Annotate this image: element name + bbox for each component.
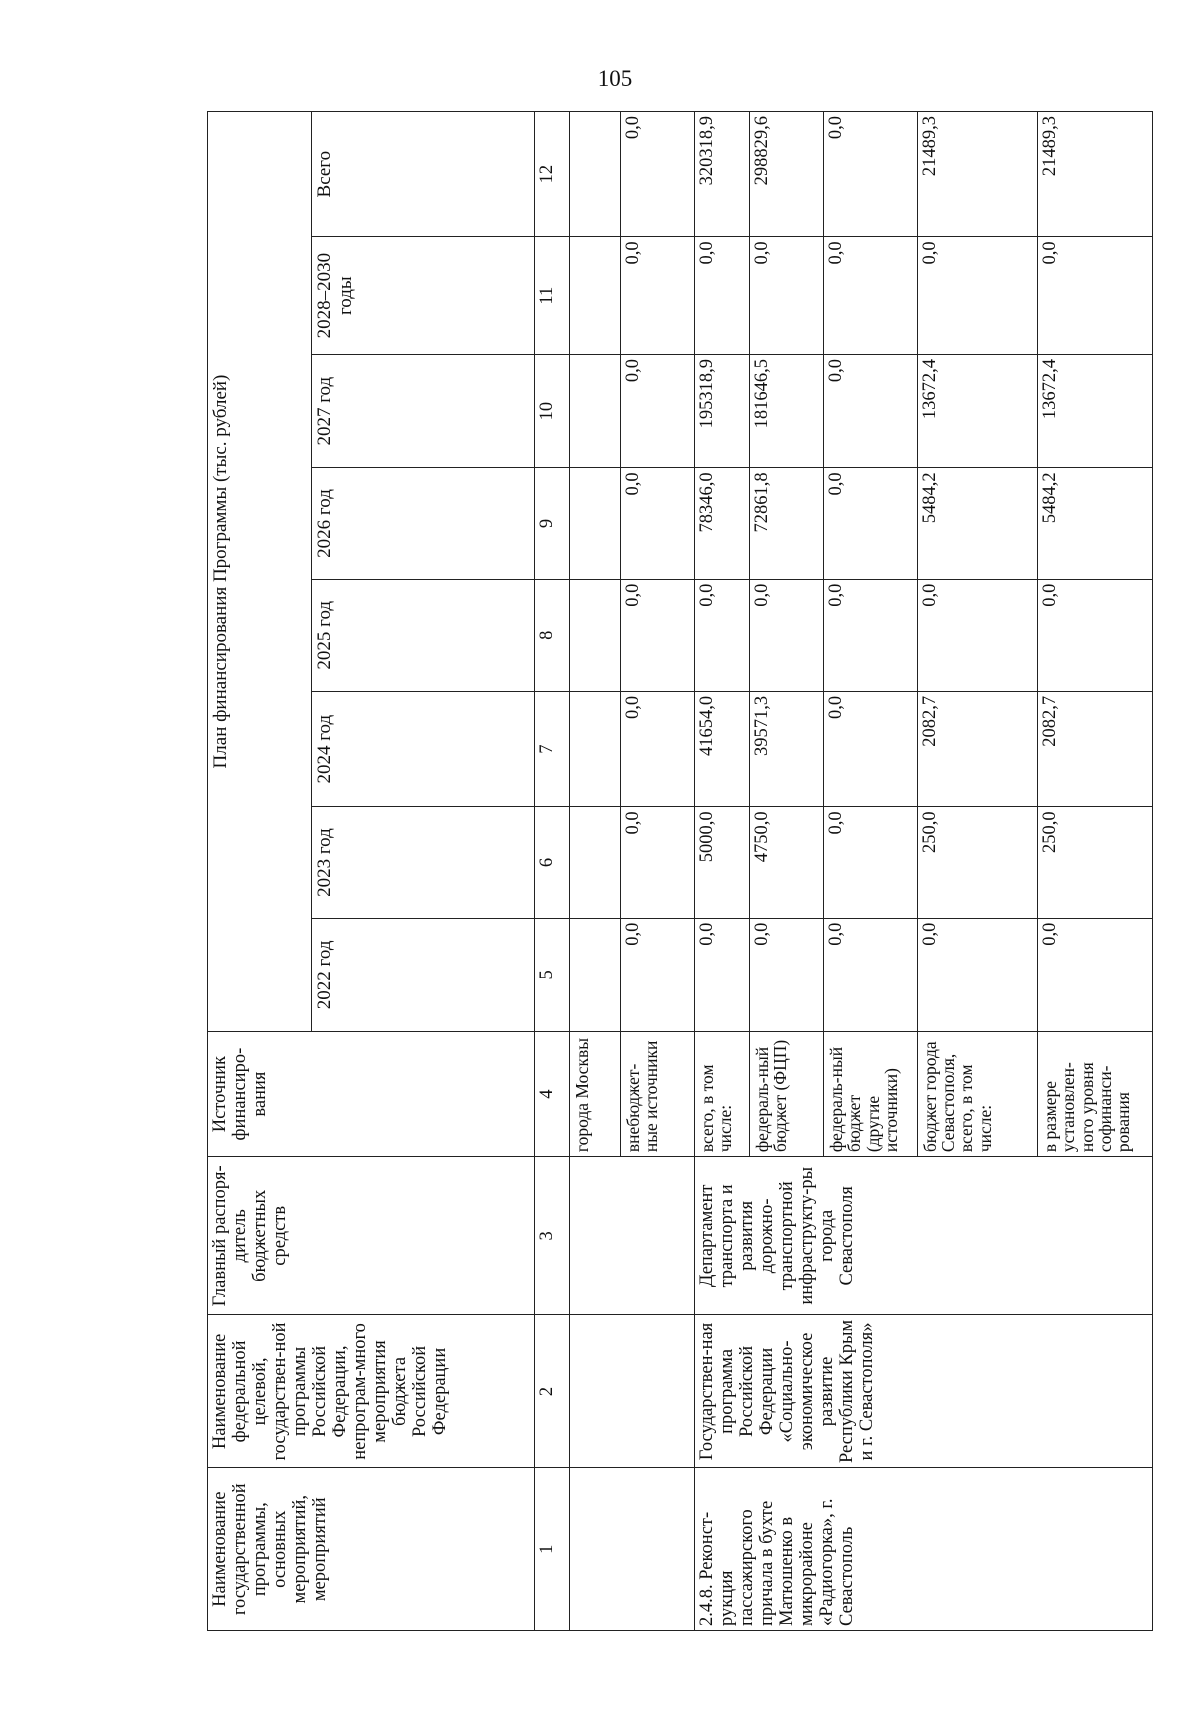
value-cell: 41654,0 (694, 691, 749, 807)
header-2023: 2023 год (312, 807, 535, 918)
value-cell (570, 807, 621, 918)
header-2026: 2026 год (312, 468, 535, 579)
header-col1: Наименование государственной программы, основных мероприятий, мероприятий (208, 1468, 535, 1631)
value-cell: 0,0 (823, 691, 917, 807)
header-2028-2030: 2028–2030 годы (312, 237, 535, 355)
value-cell: 0,0 (823, 112, 917, 237)
value-cell: 0,0 (1037, 579, 1152, 691)
value-cell: 0,0 (694, 237, 749, 355)
value-cell: 2082,7 (1037, 691, 1152, 807)
value-cell (570, 237, 621, 355)
value-cell: 78346,0 (694, 468, 749, 579)
value-cell: 0,0 (620, 691, 694, 807)
value-cell: 250,0 (917, 807, 1037, 918)
colnum: 3 (534, 1157, 569, 1315)
colnum: 6 (534, 807, 569, 918)
value-cell: 0,0 (917, 918, 1037, 1031)
value-cell: 320318,9 (694, 112, 749, 237)
value-cell: 0,0 (620, 579, 694, 691)
value-cell: 195318,9 (694, 354, 749, 467)
page-number: 105 (597, 66, 633, 91)
prev-measure-cell (570, 1468, 695, 1631)
program-name: Государствен-ная программа Российской Федерации «Социально-экономическое развитие Республики Крым и г. Севастополя» (694, 1315, 1152, 1468)
value-cell: 13672,4 (1037, 354, 1152, 467)
header-row-1 (208, 112, 312, 1631)
prev-executor-cell (570, 1157, 695, 1315)
value-cell: 0,0 (823, 579, 917, 691)
value-cell: 0,0 (1037, 237, 1152, 355)
value-cell: 298829,6 (749, 112, 823, 237)
value-cell: 0,0 (749, 579, 823, 691)
column-numbers-row (534, 112, 569, 1631)
header-2024: 2024 год (312, 691, 535, 807)
continuation-row (570, 112, 621, 1631)
value-cell: 21489,3 (917, 112, 1037, 237)
value-cell (570, 354, 621, 467)
colnum: 9 (534, 468, 569, 579)
source-cell: бюджет города Севастополя, всего, в том числе: (917, 1032, 1037, 1157)
value-cell: 181646,5 (749, 354, 823, 467)
header-2022: 2022 год (312, 918, 535, 1031)
value-cell: 2082,7 (917, 691, 1037, 807)
colnum: 12 (534, 112, 569, 237)
value-cell: 0,0 (620, 468, 694, 579)
prev-program-cell (570, 1315, 695, 1468)
value-cell: 0,0 (620, 807, 694, 918)
source-cell: федераль-ный бюджет (другие источники) (823, 1032, 917, 1157)
value-cell: 0,0 (749, 918, 823, 1031)
value-cell: 0,0 (694, 579, 749, 691)
header-col3: Главный распоря-дитель бюджетных средств (208, 1157, 535, 1315)
source-cell: внебюджет-ные источники (620, 1032, 694, 1157)
header-col4: Источник финансиро-вания (208, 1032, 535, 1157)
table-row (694, 112, 749, 1631)
value-cell: 13672,4 (917, 354, 1037, 467)
value-cell: 0,0 (823, 237, 917, 355)
header-plan: План финансирования Программы (тыс. рублей) (208, 112, 312, 1032)
value-cell (570, 918, 621, 1031)
value-cell: 0,0 (823, 807, 917, 918)
colnum: 11 (534, 237, 569, 355)
value-cell: 0,0 (620, 237, 694, 355)
value-cell: 0,0 (620, 112, 694, 237)
colnum: 2 (534, 1315, 569, 1468)
financing-table (207, 111, 1153, 1631)
value-cell: 39571,3 (749, 691, 823, 807)
measure-name: 2.4.8. Реконст-рукция пассажирского причала в бухте Матюшенко в микрорайоне «Радиогорка», г. Севастополь (694, 1468, 1152, 1631)
source-cell: в размере установлен-ного уровня софинанси-рования (1037, 1032, 1152, 1157)
value-cell: 0,0 (917, 579, 1037, 691)
value-cell: 4750,0 (749, 807, 823, 918)
header-2025: 2025 год (312, 579, 535, 691)
header-total: Всего (312, 112, 535, 237)
colnum: 5 (534, 918, 569, 1031)
value-cell: 5000,0 (694, 807, 749, 918)
value-cell: 0,0 (823, 468, 917, 579)
rotated-table-container (207, 111, 1153, 1631)
value-cell: 0,0 (917, 237, 1037, 355)
value-cell: 0,0 (823, 918, 917, 1031)
value-cell: 0,0 (694, 918, 749, 1031)
value-cell: 5484,2 (1037, 468, 1152, 579)
value-cell: 0,0 (749, 237, 823, 355)
value-cell: 72861,8 (749, 468, 823, 579)
header-col2: Наименование федеральной целевой, государствен-ной программы Российской Федерации, непрограм-много мероприятия бюджета Российской Федерации (208, 1315, 535, 1468)
source-cell: федераль-ный бюджет (ФЦП) (749, 1032, 823, 1157)
source-cell: всего, в том числе: (694, 1032, 749, 1157)
value-cell: 0,0 (823, 354, 917, 467)
colnum: 10 (534, 354, 569, 467)
source-cell: города Москвы (570, 1032, 621, 1157)
value-cell (570, 691, 621, 807)
value-cell: 0,0 (620, 918, 694, 1031)
value-cell: 21489,3 (1037, 112, 1152, 237)
value-cell: 0,0 (1037, 918, 1152, 1031)
colnum: 1 (534, 1468, 569, 1631)
colnum: 8 (534, 579, 569, 691)
colnum: 4 (534, 1032, 569, 1157)
header-2027: 2027 год (312, 354, 535, 467)
value-cell (570, 112, 621, 237)
value-cell (570, 579, 621, 691)
colnum: 7 (534, 691, 569, 807)
value-cell: 0,0 (620, 354, 694, 467)
executor-name: Департамент транспорта и развития дорожно-транспортной инфраструкту-ры города Севастополя (694, 1157, 1152, 1315)
value-cell: 5484,2 (917, 468, 1037, 579)
value-cell (570, 468, 621, 579)
value-cell: 250,0 (1037, 807, 1152, 918)
